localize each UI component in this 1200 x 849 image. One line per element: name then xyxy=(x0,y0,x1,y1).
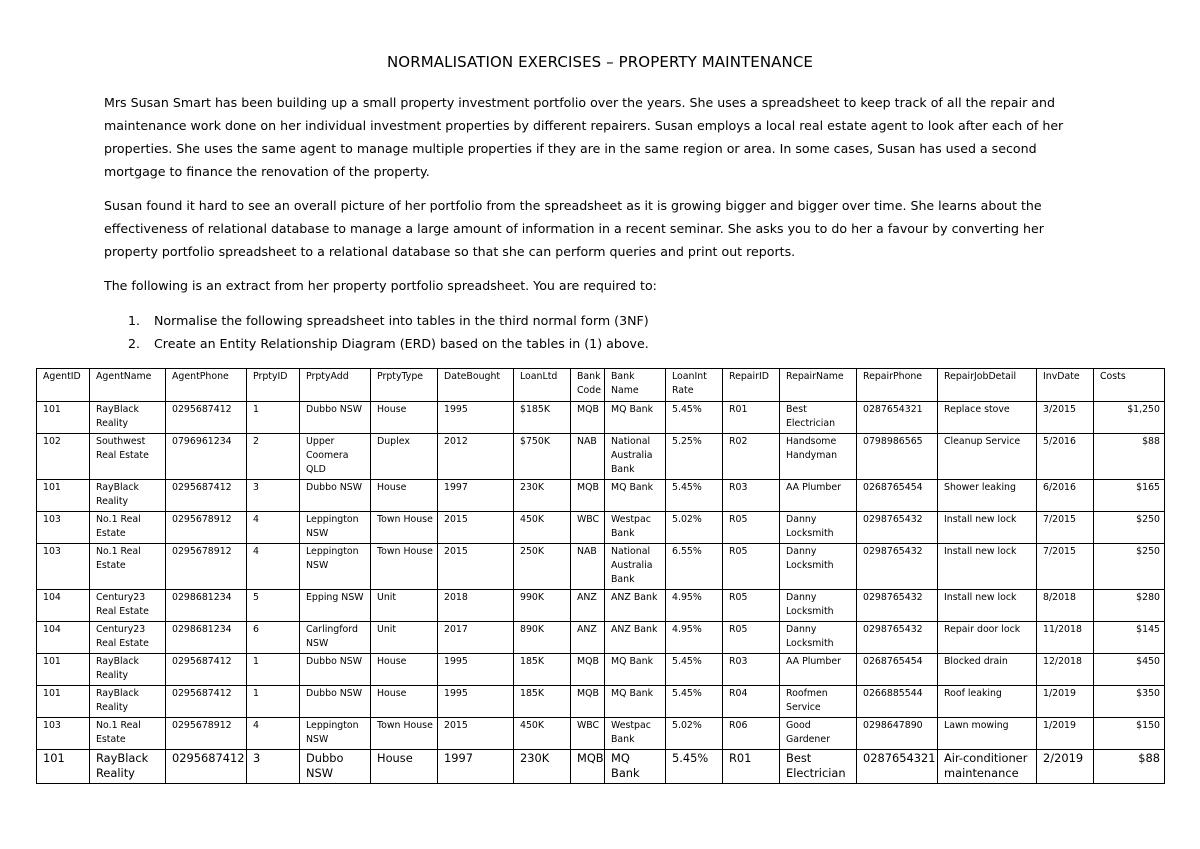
requirements-list xyxy=(104,309,1044,355)
cell-date-bought: 1997 xyxy=(438,480,514,512)
table-row xyxy=(37,480,1165,512)
column-header-prpty-add: PrptyAdd xyxy=(300,369,371,402)
cell-inv-date: 5/2016 xyxy=(1037,434,1094,480)
cell-repair-name: Danny Locksmith xyxy=(780,590,857,622)
cell-bank-code: WBC xyxy=(571,718,605,750)
cell-loan-ltd: 450K xyxy=(514,718,571,750)
cell-costs: $350 xyxy=(1094,686,1165,718)
cell-costs: $250 xyxy=(1094,544,1165,590)
table-row xyxy=(37,544,1165,590)
cell-costs: $280 xyxy=(1094,590,1165,622)
property-portfolio-table xyxy=(36,368,1165,784)
cell-agent-phone: 0295687412 xyxy=(166,686,247,718)
cell-repair-job-detail: Air-conditioner maintenance xyxy=(938,750,1037,784)
column-header-loan-ltd: LoanLtd xyxy=(514,369,571,402)
cell-agent-name: No.1 Real Estate xyxy=(90,544,166,590)
cell-agent-phone: 0295687412 xyxy=(166,480,247,512)
cell-date-bought: 2018 xyxy=(438,590,514,622)
cell-costs: $250 xyxy=(1094,512,1165,544)
cell-repair-phone: 0298765432 xyxy=(857,590,938,622)
cell-agent-name: Southwest Real Estate xyxy=(90,434,166,480)
cell-prpty-type: House xyxy=(371,402,438,434)
cell-prpty-id: 3 xyxy=(247,480,300,512)
cell-repair-job-detail: Blocked drain xyxy=(938,654,1037,686)
cell-loan-int-rate: 5.45% xyxy=(666,750,723,784)
cell-date-bought: 2017 xyxy=(438,622,514,654)
cell-bank-code: MQB xyxy=(571,686,605,718)
cell-repair-name: Danny Locksmith xyxy=(780,512,857,544)
cell-prpty-add: Dubbo NSW xyxy=(300,686,371,718)
cell-repair-phone: 0298765432 xyxy=(857,622,938,654)
table-body xyxy=(37,402,1165,784)
table-row xyxy=(37,686,1165,718)
column-header-repair-name: RepairName xyxy=(780,369,857,402)
cell-repair-job-detail: Install new lock xyxy=(938,512,1037,544)
cell-repair-job-detail: Repair door lock xyxy=(938,622,1037,654)
cell-date-bought: 2015 xyxy=(438,512,514,544)
cell-bank-code: WBC xyxy=(571,512,605,544)
cell-repair-id: R01 xyxy=(723,402,780,434)
cell-prpty-type: Town House xyxy=(371,512,438,544)
cell-loan-int-rate: 6.55% xyxy=(666,544,723,590)
cell-agent-id: 104 xyxy=(37,622,90,654)
cell-date-bought: 1995 xyxy=(438,686,514,718)
intro-paragraph: Mrs Susan Smart has been building up a small property investment portfolio over the years. She uses a spreadsheet to keep track of all the repair and maintenance work done on her individual investment properties by different repairers. Susan employs a local real estate agent to look after each of her properties. She uses the same agent to manage multiple properties if they are in the same region or area. In some cases, Susan has used a second mortgage to finance the renovation of the property. xyxy=(104,95,1064,179)
cell-prpty-type: House xyxy=(371,686,438,718)
cell-bank-name: National Australia Bank xyxy=(605,434,666,480)
cell-bank-name: ANZ Bank xyxy=(605,590,666,622)
cell-bank-code: NAB xyxy=(571,434,605,480)
cell-repair-name: Danny Locksmith xyxy=(780,544,857,590)
cell-prpty-type: House xyxy=(371,750,438,784)
cell-repair-phone: 0287654321 xyxy=(857,750,938,784)
cell-repair-name: Best Electrician xyxy=(780,402,857,434)
table-row xyxy=(37,434,1165,480)
cell-repair-name: Roofmen Service xyxy=(780,686,857,718)
cell-agent-name: Century23 Real Estate xyxy=(90,622,166,654)
cell-bank-name: MQ Bank xyxy=(605,750,666,784)
cell-loan-int-rate: 5.45% xyxy=(666,402,723,434)
cell-prpty-id: 4 xyxy=(247,544,300,590)
cell-prpty-type: Town House xyxy=(371,544,438,590)
cell-prpty-id: 2 xyxy=(247,434,300,480)
table-header-row xyxy=(37,369,1165,402)
requirement-item xyxy=(104,332,1044,355)
cell-agent-id: 103 xyxy=(37,512,90,544)
cell-loan-ltd: 250K xyxy=(514,544,571,590)
cell-prpty-add: Dubbo NSW xyxy=(300,654,371,686)
cell-inv-date: 3/2015 xyxy=(1037,402,1094,434)
cell-date-bought: 1997 xyxy=(438,750,514,784)
cell-agent-phone: 0295687412 xyxy=(166,402,247,434)
cell-costs: $150 xyxy=(1094,718,1165,750)
cell-prpty-type: Town House xyxy=(371,718,438,750)
cell-prpty-add: Leppington NSW xyxy=(300,512,371,544)
cell-agent-name: Century23 Real Estate xyxy=(90,590,166,622)
requirement-number: 2. xyxy=(128,336,141,351)
cell-repair-phone: 0268765454 xyxy=(857,480,938,512)
cell-prpty-id: 1 xyxy=(247,686,300,718)
cell-prpty-id: 5 xyxy=(247,590,300,622)
cell-prpty-id: 3 xyxy=(247,750,300,784)
cell-bank-name: MQ Bank xyxy=(605,402,666,434)
cell-prpty-add: Dubbo NSW xyxy=(300,402,371,434)
cell-agent-phone: 0796961234 xyxy=(166,434,247,480)
column-header-loan-int-rate: LoanInt Rate xyxy=(666,369,723,402)
cell-prpty-id: 6 xyxy=(247,622,300,654)
cell-loan-int-rate: 5.02% xyxy=(666,512,723,544)
cell-agent-id: 103 xyxy=(37,718,90,750)
column-header-bank-code: Bank Code xyxy=(571,369,605,402)
cell-bank-name: MQ Bank xyxy=(605,686,666,718)
cell-costs: $88 xyxy=(1094,750,1165,784)
cell-prpty-add: Dubbo NSW xyxy=(300,480,371,512)
column-header-agent-name: AgentName xyxy=(90,369,166,402)
context-paragraph: Susan found it hard to see an overall picture of her portfolio from the spreadsheet as it is growing bigger and bigger over time. She learns about the effectiveness of relational database to manage a large amount of information in a recent seminar. She asks you to do her a favour by converting her property portfolio spreadsheet to a relational database so that she can perform queries and print out reports. xyxy=(104,198,1044,259)
cell-loan-int-rate: 5.45% xyxy=(666,654,723,686)
cell-repair-name: Handsome Handyman xyxy=(780,434,857,480)
cell-inv-date: 7/2015 xyxy=(1037,544,1094,590)
column-header-inv-date: InvDate xyxy=(1037,369,1094,402)
cell-prpty-type: House xyxy=(371,654,438,686)
column-header-date-bought: DateBought xyxy=(438,369,514,402)
cell-inv-date: 1/2019 xyxy=(1037,686,1094,718)
cell-agent-phone: 0295678912 xyxy=(166,512,247,544)
cell-date-bought: 2015 xyxy=(438,718,514,750)
cell-repair-job-detail: Install new lock xyxy=(938,590,1037,622)
column-header-prpty-id: PrptyID xyxy=(247,369,300,402)
cell-agent-id: 102 xyxy=(37,434,90,480)
cell-repair-name: AA Plumber xyxy=(780,654,857,686)
cell-prpty-id: 4 xyxy=(247,718,300,750)
cell-repair-id: R05 xyxy=(723,622,780,654)
cell-repair-phone: 0298765432 xyxy=(857,544,938,590)
cell-costs: $1,250 xyxy=(1094,402,1165,434)
cell-bank-name: MQ Bank xyxy=(605,480,666,512)
cell-bank-code: MQB xyxy=(571,402,605,434)
cell-agent-phone: 0295678912 xyxy=(166,718,247,750)
cell-bank-name: National Australia Bank xyxy=(605,544,666,590)
cell-repair-name: Good Gardener xyxy=(780,718,857,750)
cell-costs: $88 xyxy=(1094,434,1165,480)
cell-costs: $145 xyxy=(1094,622,1165,654)
cell-prpty-add: Leppington NSW xyxy=(300,718,371,750)
cell-agent-name: No.1 Real Estate xyxy=(90,512,166,544)
cell-bank-code: MQB xyxy=(571,480,605,512)
cell-repair-job-detail: Install new lock xyxy=(938,544,1037,590)
cell-costs: $165 xyxy=(1094,480,1165,512)
cell-agent-phone: 0295687412 xyxy=(166,654,247,686)
cell-agent-name: RayBlack Reality xyxy=(90,686,166,718)
cell-bank-name: ANZ Bank xyxy=(605,622,666,654)
column-header-agent-id: AgentID xyxy=(37,369,90,402)
cell-inv-date: 12/2018 xyxy=(1037,654,1094,686)
cell-loan-ltd: 890K xyxy=(514,622,571,654)
cell-repair-name: Best Electrician xyxy=(780,750,857,784)
cell-agent-id: 101 xyxy=(37,750,90,784)
cell-bank-code: NAB xyxy=(571,544,605,590)
cell-prpty-type: Unit xyxy=(371,622,438,654)
column-header-repair-job-detail: RepairJobDetail xyxy=(938,369,1037,402)
cell-agent-name: No.1 Real Estate xyxy=(90,718,166,750)
cell-bank-name: Westpac Bank xyxy=(605,718,666,750)
cell-repair-job-detail: Cleanup Service xyxy=(938,434,1037,480)
cell-repair-job-detail: Lawn mowing xyxy=(938,718,1037,750)
cell-agent-id: 104 xyxy=(37,590,90,622)
cell-prpty-id: 4 xyxy=(247,512,300,544)
cell-loan-ltd: 230K xyxy=(514,750,571,784)
cell-repair-id: R02 xyxy=(723,434,780,480)
cell-repair-id: R05 xyxy=(723,544,780,590)
cell-inv-date: 11/2018 xyxy=(1037,622,1094,654)
cell-prpty-add: Carlingford NSW xyxy=(300,622,371,654)
cell-repair-id: R05 xyxy=(723,590,780,622)
cell-bank-code: MQB xyxy=(571,750,605,784)
cell-repair-phone: 0287654321 xyxy=(857,402,938,434)
cell-repair-id: R06 xyxy=(723,718,780,750)
document-title: NORMALISATION EXERCISES – PROPERTY MAINTENANCE xyxy=(386,53,814,71)
cell-agent-name: RayBlack Reality xyxy=(90,654,166,686)
cell-bank-name: Westpac Bank xyxy=(605,512,666,544)
cell-bank-code: ANZ xyxy=(571,622,605,654)
cell-repair-id: R04 xyxy=(723,686,780,718)
cell-loan-ltd: 990K xyxy=(514,590,571,622)
column-header-bank-name: Bank Name xyxy=(605,369,666,402)
cell-prpty-add: Dubbo NSW xyxy=(300,750,371,784)
cell-inv-date: 7/2015 xyxy=(1037,512,1094,544)
cell-date-bought: 2015 xyxy=(438,544,514,590)
cell-prpty-add: Upper Coomera QLD xyxy=(300,434,371,480)
requirement-text: Normalise the following spreadsheet into tables in the third normal form (3NF) xyxy=(154,313,649,328)
cell-agent-id: 101 xyxy=(37,654,90,686)
cell-repair-phone: 0266885544 xyxy=(857,686,938,718)
cell-loan-int-rate: 5.02% xyxy=(666,718,723,750)
cell-repair-name: AA Plumber xyxy=(780,480,857,512)
cell-repair-phone: 0798986565 xyxy=(857,434,938,480)
cell-bank-code: ANZ xyxy=(571,590,605,622)
table-row xyxy=(37,402,1165,434)
cell-loan-int-rate: 4.95% xyxy=(666,590,723,622)
cell-prpty-add: Leppington NSW xyxy=(300,544,371,590)
column-header-repair-id: RepairID xyxy=(723,369,780,402)
cell-prpty-type: Unit xyxy=(371,590,438,622)
cell-loan-int-rate: 5.45% xyxy=(666,480,723,512)
cell-agent-phone: 0295687412 xyxy=(166,750,247,784)
cell-repair-id: R03 xyxy=(723,480,780,512)
cell-loan-ltd: 450K xyxy=(514,512,571,544)
requirement-number: 1. xyxy=(128,313,141,328)
cell-date-bought: 2012 xyxy=(438,434,514,480)
cell-agent-id: 101 xyxy=(37,402,90,434)
cell-loan-int-rate: 4.95% xyxy=(666,622,723,654)
table-row xyxy=(37,654,1165,686)
column-header-repair-phone: RepairPhone xyxy=(857,369,938,402)
cell-agent-id: 103 xyxy=(37,544,90,590)
cell-loan-ltd: $185K xyxy=(514,402,571,434)
column-header-prpty-type: PrptyType xyxy=(371,369,438,402)
cell-prpty-type: House xyxy=(371,480,438,512)
cell-prpty-type: Duplex xyxy=(371,434,438,480)
cell-repair-phone: 0298647890 xyxy=(857,718,938,750)
cell-loan-ltd: 185K xyxy=(514,686,571,718)
column-header-agent-phone: AgentPhone xyxy=(166,369,247,402)
table-row xyxy=(37,590,1165,622)
cell-loan-ltd: 230K xyxy=(514,480,571,512)
cell-bank-name: MQ Bank xyxy=(605,654,666,686)
cell-agent-name: RayBlack Reality xyxy=(90,480,166,512)
requirement-text: Create an Entity Relationship Diagram (ERD) based on the tables in (1) above. xyxy=(154,336,649,351)
cell-repair-id: R05 xyxy=(723,512,780,544)
instruction-paragraph: The following is an extract from her property portfolio spreadsheet. You are required to: xyxy=(104,278,657,293)
cell-agent-phone: 0298681234 xyxy=(166,622,247,654)
cell-repair-phone: 0268765454 xyxy=(857,654,938,686)
cell-date-bought: 1995 xyxy=(438,402,514,434)
cell-inv-date: 8/2018 xyxy=(1037,590,1094,622)
cell-prpty-id: 1 xyxy=(247,654,300,686)
table-row xyxy=(37,622,1165,654)
cell-loan-ltd: 185K xyxy=(514,654,571,686)
cell-inv-date: 2/2019 xyxy=(1037,750,1094,784)
cell-agent-phone: 0298681234 xyxy=(166,590,247,622)
cell-inv-date: 1/2019 xyxy=(1037,718,1094,750)
cell-inv-date: 6/2016 xyxy=(1037,480,1094,512)
cell-prpty-add: Epping NSW xyxy=(300,590,371,622)
cell-repair-job-detail: Replace stove xyxy=(938,402,1037,434)
cell-loan-int-rate: 5.25% xyxy=(666,434,723,480)
cell-repair-job-detail: Roof leaking xyxy=(938,686,1037,718)
cell-date-bought: 1995 xyxy=(438,654,514,686)
cell-repair-id: R03 xyxy=(723,654,780,686)
cell-agent-name: RayBlack Reality xyxy=(90,750,166,784)
requirement-item xyxy=(104,309,1044,332)
cell-loan-ltd: $750K xyxy=(514,434,571,480)
cell-agent-phone: 0295678912 xyxy=(166,544,247,590)
table-row xyxy=(37,750,1165,784)
cell-agent-id: 101 xyxy=(37,480,90,512)
cell-loan-int-rate: 5.45% xyxy=(666,686,723,718)
table-row xyxy=(37,512,1165,544)
column-header-costs: Costs xyxy=(1094,369,1165,402)
cell-repair-name: Danny Locksmith xyxy=(780,622,857,654)
cell-agent-name: RayBlack Reality xyxy=(90,402,166,434)
cell-repair-id: R01 xyxy=(723,750,780,784)
cell-prpty-id: 1 xyxy=(247,402,300,434)
cell-bank-code: MQB xyxy=(571,654,605,686)
cell-costs: $450 xyxy=(1094,654,1165,686)
cell-agent-id: 101 xyxy=(37,686,90,718)
cell-repair-job-detail: Shower leaking xyxy=(938,480,1037,512)
table-row xyxy=(37,718,1165,750)
cell-repair-phone: 0298765432 xyxy=(857,512,938,544)
